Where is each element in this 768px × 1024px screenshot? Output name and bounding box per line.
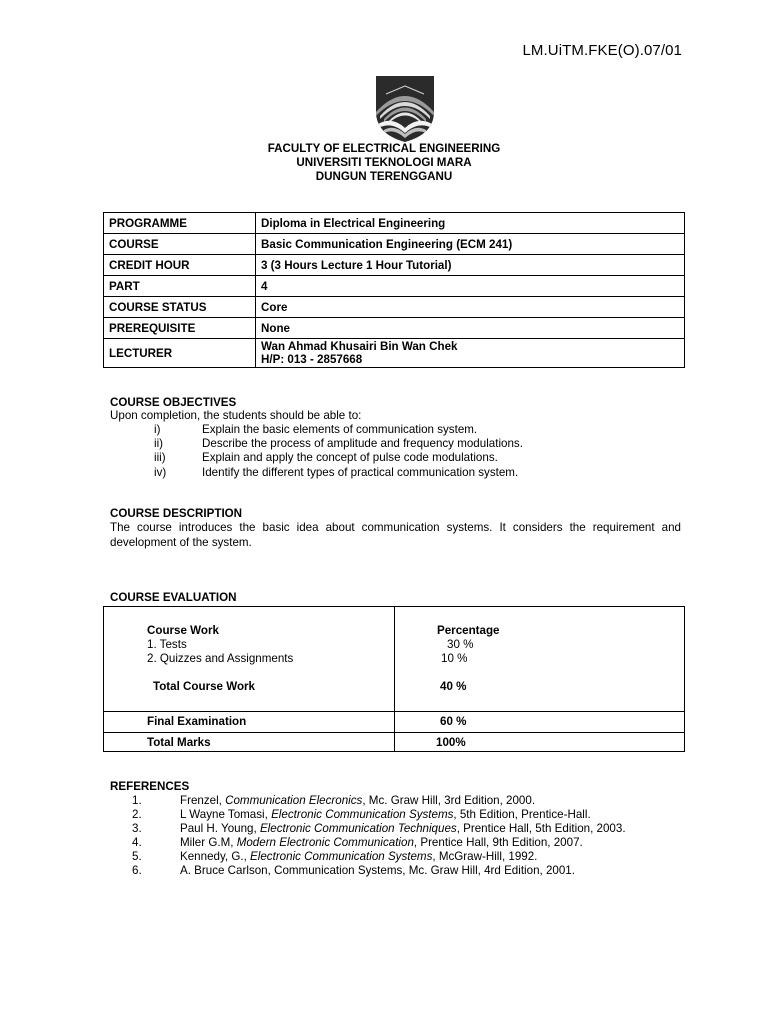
info-row-programme [104,213,685,234]
document-code: LM.UiTM.FKE(O).07/01 [522,42,682,59]
list-item [110,836,626,850]
info-row-credit-hour [104,255,685,276]
list-item [110,822,626,836]
reference-publisher: , Prentice Hall, 9th Edition, 2007. [413,836,583,850]
eval-item-value: 30 % [447,638,474,651]
final-exam-label: Final Examination [147,715,247,728]
objectives-intro: Upon completion, the students should be able to: [110,409,362,422]
reference-author: Miler G.M, [180,836,237,850]
faculty-name: FACULTY OF ELECTRICAL ENGINEERING [267,142,501,155]
reference-author: L Wayne Tomasi, [180,808,272,822]
campus-name: DUNGUN TERENGGANU [315,170,453,183]
item-text: Describe the process of amplitude and frequency modulations. [202,437,523,451]
info-label: PART [104,276,256,297]
info-label: LECTURER [104,339,256,368]
total-marks-label: Total Marks [147,736,211,749]
item-number: ii) [154,437,164,451]
reference-author: Kennedy, G., [180,850,251,864]
reference-publisher: , Prentice Hall, 5th Edition, 2003. [456,822,626,836]
row-divider [104,732,684,733]
description-heading: COURSE DESCRIPTION [110,507,243,520]
item-number: 2. [132,808,142,822]
info-row-course-status [104,297,685,318]
info-label: PROGRAMME [104,213,256,234]
eval-item-label: 1. Tests [147,638,187,651]
evaluation-heading: COURSE EVALUATION [110,591,237,604]
info-row-part [104,276,685,297]
references-list [110,794,626,879]
list-item [110,850,626,864]
reference-author: Paul H. Young, [180,822,260,836]
reference-publisher: , 5th Edition, Prentice-Hall. [453,808,591,822]
info-label: CREDIT HOUR [104,255,256,276]
info-value: 4 [256,276,685,297]
info-value [256,339,685,368]
evaluation-table [103,606,685,752]
info-row-course [104,234,685,255]
lecturer-name: Wan Ahmad Khusairi Bin Wan Chek [261,340,458,353]
item-number: 3. [132,822,142,836]
reference-author: Frenzel, [180,794,226,807]
info-value: Basic Communication Engineering (ECM 241) [256,234,685,255]
row-divider [104,711,684,712]
info-value: 3 (3 Hours Lecture 1 Hour Tutorial) [256,255,685,276]
list-item [110,466,523,480]
reference-title: Electronic Communication Systems [271,808,454,822]
reference-publisher: , McGraw-Hill, 1992. [432,850,538,864]
info-value: Diploma in Electrical Engineering [256,213,685,234]
list-item [110,451,523,465]
item-number: iii) [154,451,166,465]
total-coursework-label: Total Course Work [153,680,255,693]
info-label: PREREQUISITE [104,318,256,339]
list-item [110,794,626,808]
total-marks-value: 100% [436,736,466,749]
info-value: Core [256,297,685,318]
coursework-header: Course Work [147,624,219,637]
final-exam-value: 60 % [440,715,467,728]
info-row-lecturer [104,339,685,368]
objectives-heading: COURSE OBJECTIVES [110,396,237,409]
eval-item-label: 2. Quizzes and Assignments [147,652,294,665]
reference-publisher: , Mc. Graw Hill, 3rd Edition, 2000. [362,794,536,807]
total-coursework-value: 40 % [440,680,467,693]
item-number: iv) [154,465,167,479]
eval-item-value: 10 % [441,652,468,665]
reference-title: Modern Electronic Communication [236,836,414,850]
info-value: None [256,318,685,339]
university-name: UNIVERSITI TEKNOLOGI MARA [296,156,472,169]
reference-title: Communication Elecronics [225,794,363,807]
item-text: Explain and apply the concept of pulse code modulations. [202,451,498,465]
list-item [110,423,523,437]
reference-title: Electronic Communication Systems [250,850,433,864]
uitm-logo-icon [372,72,438,144]
info-label: COURSE STATUS [104,297,256,318]
institution-heading [0,142,768,184]
info-label: COURSE [104,234,256,255]
item-text: Explain the basic elements of communication system. [202,423,478,436]
references-heading: REFERENCES [110,780,190,793]
item-number: i) [154,423,161,436]
item-text: Identify the different types of practical communication system. [202,465,519,479]
course-info-table [103,212,685,368]
info-row-prerequisite [104,318,685,339]
list-item [110,808,626,822]
reference-title: Electronic Communication Techniques [259,822,457,836]
percentage-header: Percentage [437,624,500,637]
list-item [110,864,626,878]
objectives-list [110,423,523,480]
lecturer-phone: H/P: 013 - 2857668 [261,353,363,366]
column-divider [394,607,395,751]
item-number: 6. [132,864,142,878]
item-number: 1. [132,794,142,807]
reference-author: A. Bruce Carlson, Communication Systems, Mc. Graw Hill, 4rd Edition, 2001. [180,864,575,878]
item-number: 5. [132,850,142,864]
description-text: The course introduces the basic idea about communication systems. It considers the requirement and development of the system. [110,521,681,549]
list-item [110,437,523,451]
item-number: 4. [132,836,142,850]
